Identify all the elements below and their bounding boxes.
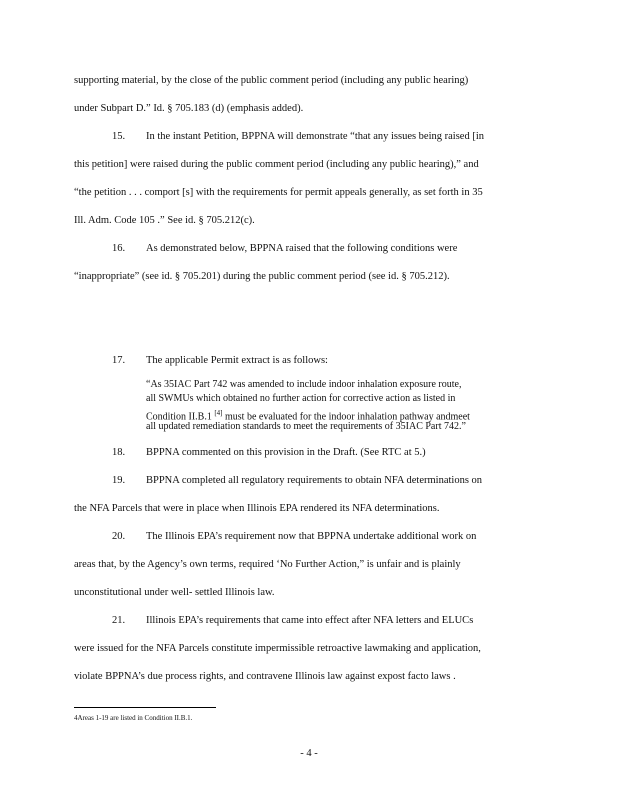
paragraph-18 [112,446,426,460]
text-line [74,586,544,600]
text-line [74,102,544,116]
paragraph-text: BPPNA completed all regulatory requirements to obtain NFA determinations on [146,475,483,486]
paragraph-21-line-1 [112,614,473,628]
paragraph-text: In the instant Petition, BPPNA will demonstrate “that any issues being raised [in [146,131,484,142]
paragraph-number: 19. [112,475,126,486]
paragraph-text: “the petition . . . comport [s] with the requirements for permit appeals generally, as set forth in 35 [74,187,483,198]
text-line [74,214,544,228]
footnote-marker: [4] [214,409,223,417]
paragraph-number: 17. [112,355,126,366]
text-line [74,670,544,684]
text-line [74,270,544,284]
block-quote-line: all updated remediation standards to meet the requirements of 35IAC Part 742.” [146,421,466,432]
paragraph-text: “inappropriate” (see id. § 705.201) during the public comment period (see id. § 705.212). [74,271,450,282]
text-line [74,186,544,200]
paragraph-text: areas that, by the Agency’s own terms, required ‘No Further Action,” is unfair and is plainly [74,559,461,570]
paragraph-text: BPPNA commented on this provision in the Draft. (See RTC at 5.) [146,447,426,458]
paragraph-text: violate BPPNA’s due process rights, and contravene Illinois law against expost facto laws . [74,671,456,682]
text-line [74,558,544,572]
paragraph-number: 20. [112,531,126,542]
paragraph-number: 16. [112,243,126,254]
quote-text: must be evaluated for the indoor inhalation pathway andmeet [225,411,470,423]
paragraph-text: were issued for the NFA Parcels constitute impermissible retroactive lawmaking and application, [74,643,481,654]
paragraph-text: As demonstrated below, BPPNA raised that the following conditions were [146,243,458,254]
text-line [74,158,544,172]
paragraph-text: the NFA Parcels that were in place when Illinois EPA rendered its NFA determinations. [74,503,440,514]
text-line [74,502,544,516]
paragraph-number: 15. [112,131,126,142]
footnote: 4Areas 1-19 are listed in Condition II.B.1. [74,714,193,722]
paragraph-number: 21. [112,615,126,626]
paragraph-text: under Subpart D.” Id. § 705.183 (d) (emphasis added). [74,103,304,114]
paragraph-16-line-1 [112,242,457,256]
block-quote-line: all SWMUs which obtained no further action for corrective action as listed in [146,393,456,404]
page-number: - 4 - [300,748,318,759]
block-quote-line: “As 35IAC Part 742 was amended to include indoor inhalation exposure route, [146,379,462,390]
paragraph-text: Illinois EPA’s requirements that came into effect after NFA letters and ELUCs [146,615,474,626]
paragraph-text: unconstitutional under well- settled Illinois law. [74,587,275,598]
paragraph-15-line-1 [112,130,544,144]
paragraph-text: The applicable Permit extract is as follows: [146,355,328,366]
paragraph-text: supporting material, by the close of the public comment period (including any public hearing) [74,75,469,86]
paragraph-number: 18. [112,447,126,458]
text-line [74,74,544,88]
paragraph-text: this petition] were raised during the public comment period (including any public hearing),” and [74,159,479,170]
footnote-divider [74,707,216,708]
quote-text: Condition II.B.1 [146,411,212,423]
paragraph-20-line-1 [112,530,476,544]
paragraph-19-line-1 [112,474,482,488]
text-line [74,642,544,656]
paragraph-text: The Illinois EPA’s requirement now that BPPNA undertake additional work on [146,531,477,542]
paragraph-text: Ill. Adm. Code 105 .” See id. § 705.212(c). [74,215,255,226]
paragraph-17 [112,354,328,368]
